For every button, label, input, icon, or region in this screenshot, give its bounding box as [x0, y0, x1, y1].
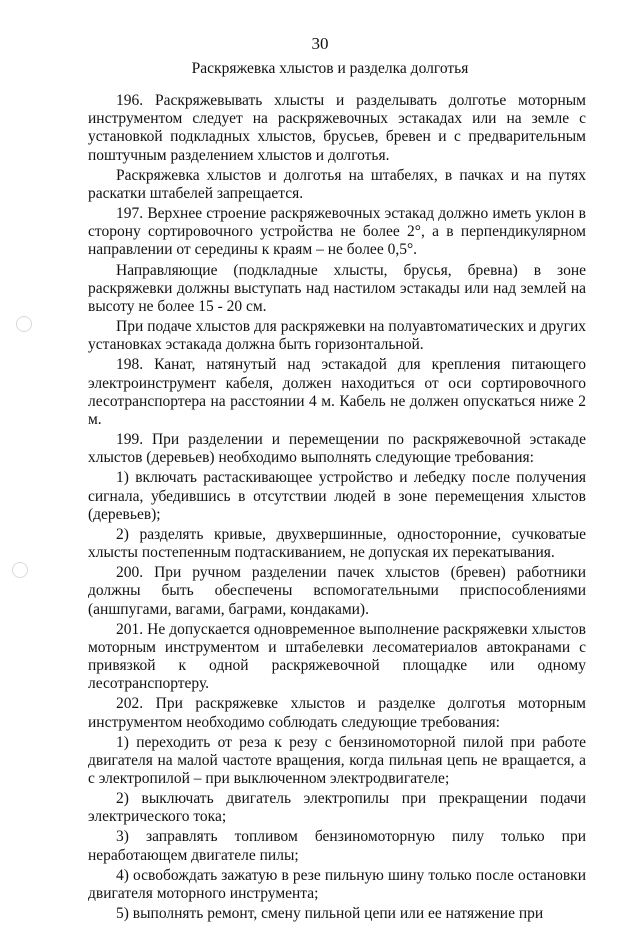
paragraph-197-guides: Направляющие (подкладные хлысты, брусья, бревна) в зоне раскряжевки должны выступать над настилом эстакады или над землей на высоту не более 15 - 20 см. — [88, 261, 586, 315]
section-title: Раскряжевка хлыстов и разделка долготья — [191, 60, 469, 77]
page-number: 30 — [311, 34, 329, 53]
list-item-199-1: 1) включать растаскивающее устройство и лебедку после получения сигнала, убедившись в отсутствии людей в зоне перемещения хлыстов (деревьев); — [88, 469, 586, 523]
list-item-202-3: 3) заправлять топливом бензиномоторную пилу только при неработающем двигателе пилы; — [88, 828, 586, 864]
punch-hole-mark — [16, 316, 32, 332]
list-item-202-5: 5) выполнять ремонт, смену пильной цепи или ее натяжение при — [116, 904, 544, 922]
paragraph-201: 201. Не допускается одновременное выполнение раскряжевки хлыстов моторным инструментом и штабелевки лесоматериалов автокранами с привязкой к одной раскряжевочной площадке или одному лесотранспортеру. — [88, 620, 586, 693]
paragraph-197: 197. Верхнее строение раскряжевочных эстакад должно иметь уклон в сторону сортировочного устройства не более 2°, а в перпендикулярном направлении от середины к краям – не более 0,5°. — [88, 205, 586, 259]
paragraph-198: 198. Канат, натянутый над эстакадой для крепления питающего электроинструмент кабеля, должен находиться от оси сортировочного лесотранспортера на расстоянии 4 м. Кабель не должен опускаться ниже 2 м. — [88, 356, 586, 428]
list-item-202-4: 4) освобождать зажатую в резе пильную шину только после остановки двигателя моторного инструмента; — [88, 866, 586, 902]
paragraph-196-prohibition: Раскряжевка хлыстов и долготья на штабелях, в пачках и на путях раскатки штабелей запрещается. — [88, 166, 586, 202]
paragraph-196: 196. Раскряжевывать хлысты и разделывать долготье моторным инструментом следует на раскряжевочных эстакадах или на земле с установкой подкладных хлыстов, брусьев, бревен и с предварительным поштучным разделением хлыстов и долготья. — [88, 92, 586, 164]
document-body — [88, 92, 586, 925]
paragraph-197-horizontal: При подаче хлыстов для раскряжевки на полуавтоматических и других установках эстакада должна быть горизонтальной. — [88, 318, 586, 354]
list-item-199-2: 2) разделять кривые, двухвершинные, односторонние, сучковатые хлысты постепенным подтаскиванием, не допуская их перекатывания. — [88, 525, 586, 561]
punch-hole-mark — [12, 562, 28, 578]
paragraph-202: 202. При раскряжевке хлыстов и разделке долготья моторным инструментом необходимо соблюдать следующие требования: — [88, 695, 586, 731]
list-item-202-1: 1) переходить от реза к резу с бензиномоторной пилой при работе двигателя на малой частоте вращения, когда пильная цепь не вращается, а с электропилой – при выключенном электродвигателе; — [88, 733, 586, 787]
paragraph-199: 199. При разделении и перемещении по раскряжевочной эстакаде хлыстов (деревьев) необходимо выполнять следующие требования: — [88, 431, 586, 467]
list-item-202-2: 2) выключать двигатель электропилы при прекращении подачи электрического тока; — [88, 790, 586, 826]
paragraph-200: 200. При ручном разделении пачек хлыстов (бревен) работники должны быть обеспечены вспомогательными приспособлениями (аншпугами, вагами, баграми, кондаками). — [88, 564, 586, 618]
